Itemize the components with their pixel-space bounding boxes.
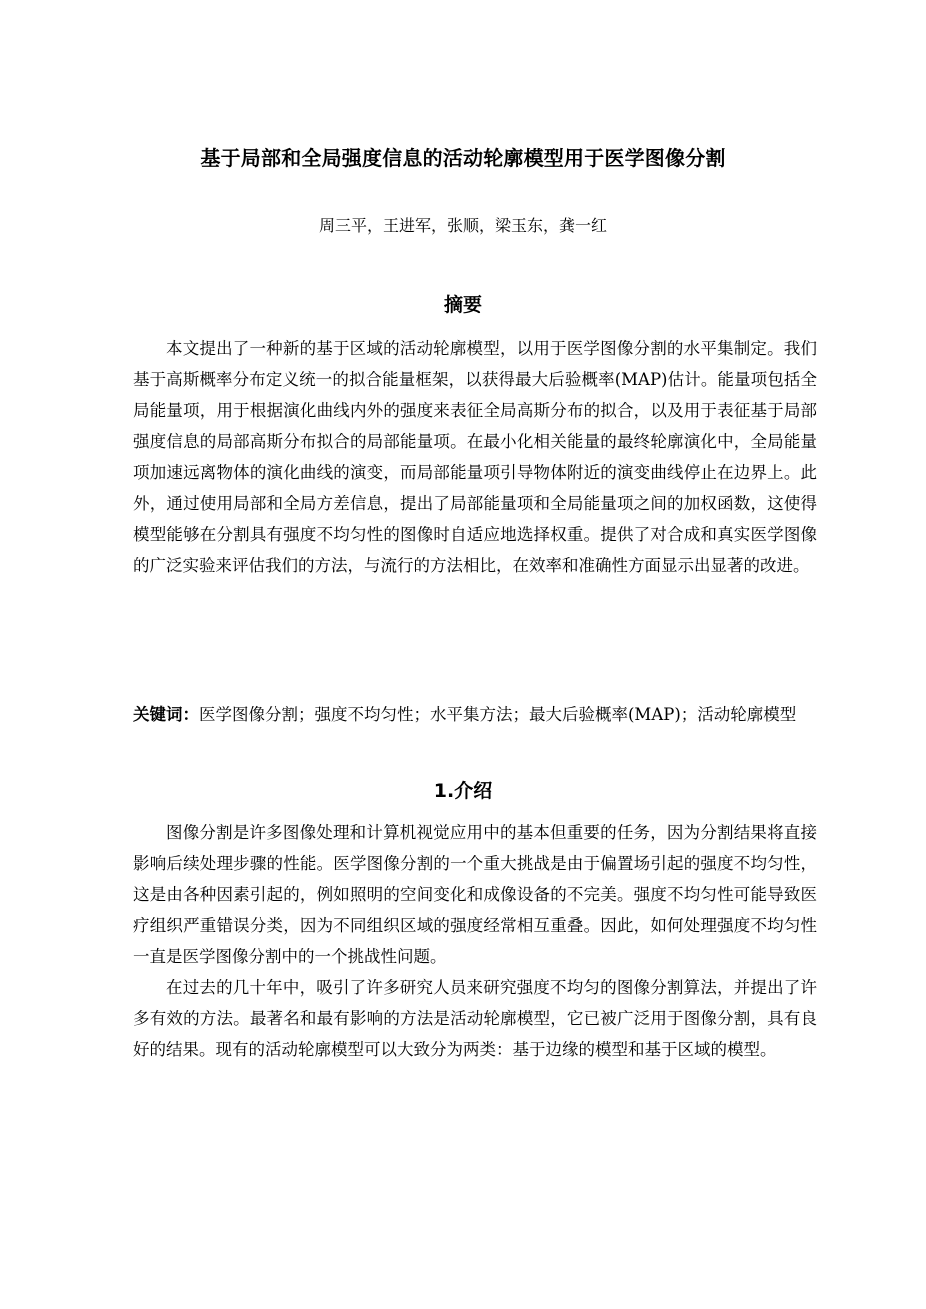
- introduction-body: [133, 817, 817, 1065]
- abstract-heading: 摘要: [443, 294, 482, 316]
- abstract-body: [133, 333, 817, 581]
- abstract-paragraph: 本文提出了一种新的基于区域的活动轮廓模型，以用于医学图像分割的水平集制定。我们基于高斯概率分布定义统一的拟合能量框架，以获得最大后验概率(MAP)估计。能量项包括全局能量项，用于根据演化曲线内外的强度来表征全局高斯分布的拟合，以及用于表征基于局部强度信息的局部高斯分布拟合的局部能量项。在最小化相关能量的最终轮廓演化中，全局能量项加速远离物体的演化曲线的演变，而局部能量项引导物体附近的演变曲线停止在边界上。此外，通过使用局部和全局方差信息，提出了局部能量项和全局能量项之间的加权函数，这使得模型能够在分割具有强度不均匀性的图像时自适应地选择权重。提供了对合成和真实医学图像的广泛实验来评估我们的方法，与流行的方法相比，在效率和准确性方面显示出显著的改进。: [133, 339, 817, 575]
- keywords-text: 医学图像分割；强度不均匀性；水平集方法；最大后验概率(MAP)；活动轮廓模型: [199, 705, 797, 724]
- paper-title: 基于局部和全局强度信息的活动轮廓模型用于医学图像分割: [200, 146, 726, 170]
- author-list: 周三平，王进军，张顺，梁玉东，龚一红: [318, 216, 607, 235]
- keywords-block: [133, 698, 817, 731]
- introduction-paragraph-2: 在过去的几十年中，吸引了许多研究人员来研究强度不均匀的图像分割算法，并提出了许多有效的方法。最著名和最有影响的方法是活动轮廓模型，它已被广泛用于图像分割，具有良好的结果。现有的活动轮廓模型可以大致分为两类：基于边缘的模型和基于区域的模型。: [133, 978, 817, 1059]
- keywords-label: 关键词：: [133, 705, 199, 724]
- introduction-paragraph-1: 图像分割是许多图像处理和计算机视觉应用中的基本但重要的任务，因为分割结果将直接影响后续处理步骤的性能。医学图像分割的一个重大挑战是由于偏置场引起的强度不均匀性，这是由各种因素引起的，例如照明的空间变化和成像设备的不完美。强度不均匀性可能导致医疗组织严重错误分类，因为不同组织区域的强度经常相互重叠。因此，如何处理强度不均匀性一直是医学图像分割中的一个挑战性问题。: [133, 823, 817, 966]
- introduction-heading: 1.介绍: [433, 780, 493, 802]
